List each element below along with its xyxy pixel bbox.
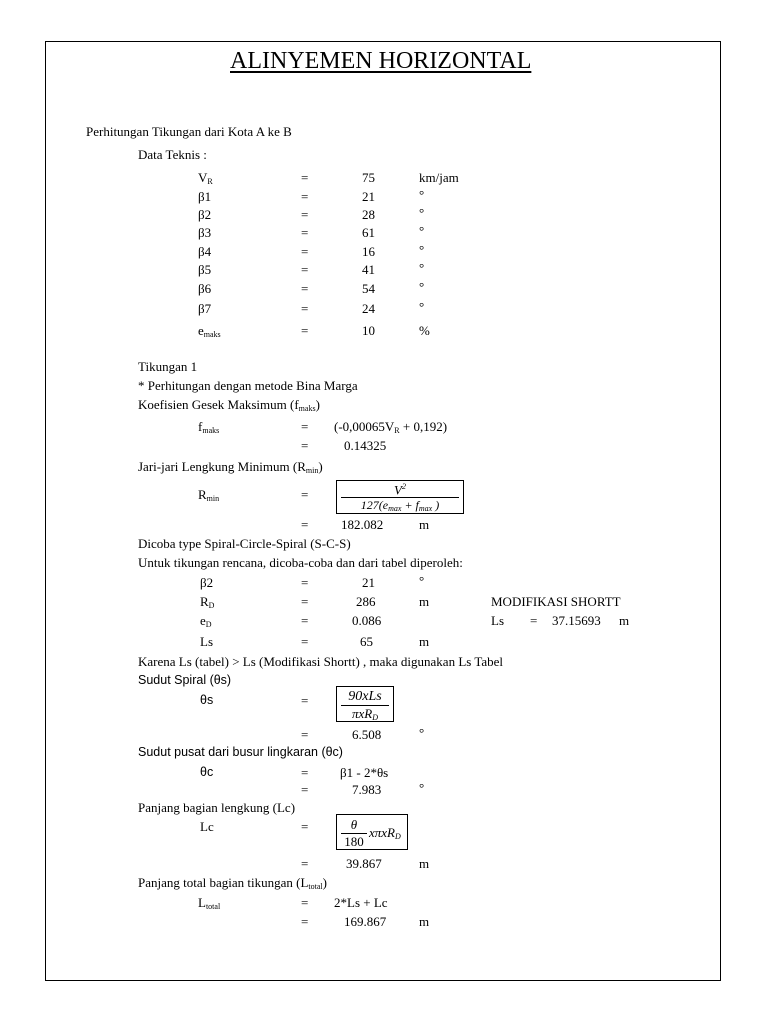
mod-shortt-title: MODIFIKASI SHORTT	[491, 594, 621, 609]
ltot-heading: Panjang total bagian tikungan $(L_{total})$	[138, 875, 327, 891]
ls-eq: =	[301, 634, 309, 649]
fmaks-eq: =	[301, 419, 309, 434]
fmaks-value: 0.14325	[344, 438, 387, 453]
data-teknis-value: 24	[362, 301, 375, 316]
fmaks-symbol: $f_{maks}$	[198, 419, 220, 435]
data-teknis-eq: =	[301, 207, 309, 222]
data-teknis-unit: °	[419, 299, 425, 314]
type-line: Dicoba type Spiral-Circle-Spiral (S-C-S)	[138, 536, 351, 551]
rmin-value: 182.082	[341, 517, 384, 532]
data-teknis-eq: =	[301, 170, 309, 185]
data-teknis-symbol: $e_{maks}$	[198, 323, 221, 339]
lc-eq-2: =	[301, 856, 309, 871]
data-teknis-unit: °	[419, 187, 425, 202]
rd-eq: =	[301, 594, 309, 609]
mod-ls-eq: =	[530, 613, 538, 628]
ls-unit: m	[419, 634, 430, 649]
rmin-numerator: $V^2$	[394, 482, 406, 498]
ltot-eq-2: =	[301, 914, 309, 929]
rd-unit: m	[419, 594, 430, 609]
ls-value: 65	[360, 634, 373, 649]
ts-unit: °	[419, 725, 425, 740]
lc-tail: xπxR$_D$	[369, 825, 401, 841]
tc-symbol: θc	[200, 765, 214, 779]
lc-value: 39.867	[346, 856, 382, 871]
ts-value: 6.508	[352, 727, 382, 742]
ltot-value: 169.867	[344, 914, 387, 929]
data-teknis-eq: =	[301, 225, 309, 240]
data-teknis-symbol: β2	[198, 207, 212, 222]
rmin-eq: =	[301, 487, 309, 502]
data-teknis-symbol: β7	[198, 301, 212, 316]
b2-symbol: β2	[200, 575, 214, 590]
rmin-heading: Jari-jari Lengkung Minimum $(R_{min})$	[138, 459, 323, 475]
data-teknis-label: Data Teknis :	[138, 147, 207, 162]
b2-eq: =	[301, 575, 309, 590]
rd-symbol: $R_D$	[200, 594, 215, 610]
ls-symbol: Ls	[200, 634, 213, 649]
ts-denominator: πxR$_D$	[351, 706, 378, 722]
data-teknis-value: 28	[362, 207, 375, 222]
ltot-symbol: $L_{total}$	[198, 895, 221, 911]
ts-numerator: 90xLs	[348, 689, 382, 704]
data-teknis-unit: %	[419, 323, 430, 338]
karena-line: Karena Ls (tabel) > Ls (Modifikasi Shortt) , maka digunakan Ls Tabel	[138, 654, 504, 669]
rd-value: 286	[356, 594, 376, 609]
lc-unit: m	[419, 856, 430, 871]
ts-symbol: θs	[200, 693, 214, 707]
fmaks-formula: $(-0,00065V_R + 0,192)$	[334, 419, 448, 435]
tc-value: 7.983	[352, 782, 382, 797]
data-teknis-eq: =	[301, 262, 309, 277]
data-teknis-value: 16	[362, 244, 375, 259]
ed-symbol: $e_D$	[200, 613, 212, 629]
tc-eq: =	[301, 765, 309, 780]
mod-ls-value: 37.15693	[552, 613, 601, 628]
mod-ls-unit: m	[619, 613, 630, 628]
data-teknis-value: 75	[362, 170, 375, 185]
data-teknis-symbol: β4	[198, 244, 212, 259]
data-teknis-symbol: β6	[198, 281, 212, 296]
data-teknis-unit: °	[419, 260, 425, 275]
page-title: ALINYEMEN HORIZONTAL	[230, 48, 532, 74]
data-teknis-unit: °	[419, 242, 425, 257]
data-teknis-eq: =	[301, 189, 309, 204]
data-teknis-symbol: β5	[198, 262, 212, 277]
ts-formula-box	[336, 686, 394, 722]
rmin-eq-2: =	[301, 517, 309, 532]
ltot-eq: =	[301, 895, 309, 910]
lc-heading: Panjang bagian lengkung (Lc)	[138, 800, 296, 815]
ts-eq: =	[301, 693, 309, 708]
lc-numerator: θ	[350, 817, 358, 832]
ltot-formula: 2*Ls + Lc	[334, 895, 388, 910]
tabel-line: Untuk tikungan rencana, dicoba-coba dan dari tabel diperoleh:	[138, 555, 463, 570]
b2-value: 21	[362, 575, 375, 590]
data-teknis-symbol: β3	[198, 225, 212, 240]
mod-ls-symbol: Ls	[491, 613, 504, 628]
lc-symbol: Lc	[200, 819, 214, 834]
data-teknis-unit: °	[419, 279, 425, 294]
b2-unit: °	[419, 573, 425, 588]
data-teknis-value: 21	[362, 189, 375, 204]
intro-text: Perhitungan Tikungan dari Kota A ke B	[86, 124, 292, 139]
fmaks-heading: Koefisien Gesek Maksimum $(f_{maks})$	[138, 397, 320, 413]
data-teknis-eq: =	[301, 244, 309, 259]
rmin-fraction-line	[341, 497, 459, 498]
ltot-unit: m	[419, 914, 430, 929]
data-teknis-symbol: $V_R$	[198, 170, 213, 186]
data-teknis-unit: km/jam	[419, 170, 459, 185]
tc-formula: β1 - 2*θs	[340, 765, 389, 780]
data-teknis-unit: °	[419, 205, 425, 220]
spiral-heading: Sudut Spiral (θs)	[138, 673, 232, 687]
ed-value: 0.086	[352, 613, 382, 628]
data-teknis-eq: =	[301, 281, 309, 296]
ed-eq: =	[301, 613, 309, 628]
pusat-heading: Sudut pusat dari busur lingkaran (θc)	[138, 745, 343, 759]
rmin-formula-box	[336, 480, 464, 514]
ts-eq-2: =	[301, 727, 309, 742]
data-teknis-eq: =	[301, 323, 309, 338]
rmin-symbol: $R_{min}$	[198, 487, 220, 503]
lc-formula-box	[336, 814, 408, 850]
rmin-unit: m	[419, 517, 430, 532]
data-teknis-eq: =	[301, 301, 309, 316]
tikungan-heading: Tikungan 1	[138, 359, 198, 374]
lc-denominator: 180	[344, 834, 364, 849]
data-teknis-value: 54	[362, 281, 375, 296]
data-teknis-unit: °	[419, 223, 425, 238]
lc-eq: =	[301, 819, 309, 834]
rmin-denominator: $127(e_{max} + f_{max}$ )	[360, 498, 440, 513]
data-teknis-symbol: β1	[198, 189, 212, 204]
fmaks-eq-2: =	[301, 438, 309, 453]
method-line: * Perhitungan dengan metode Bina Marga	[138, 378, 358, 393]
tc-eq-2: =	[301, 782, 309, 797]
tc-unit: °	[419, 780, 425, 795]
data-teknis-value: 10	[362, 323, 375, 338]
data-teknis-value: 61	[362, 225, 375, 240]
data-teknis-value: 41	[362, 262, 375, 277]
